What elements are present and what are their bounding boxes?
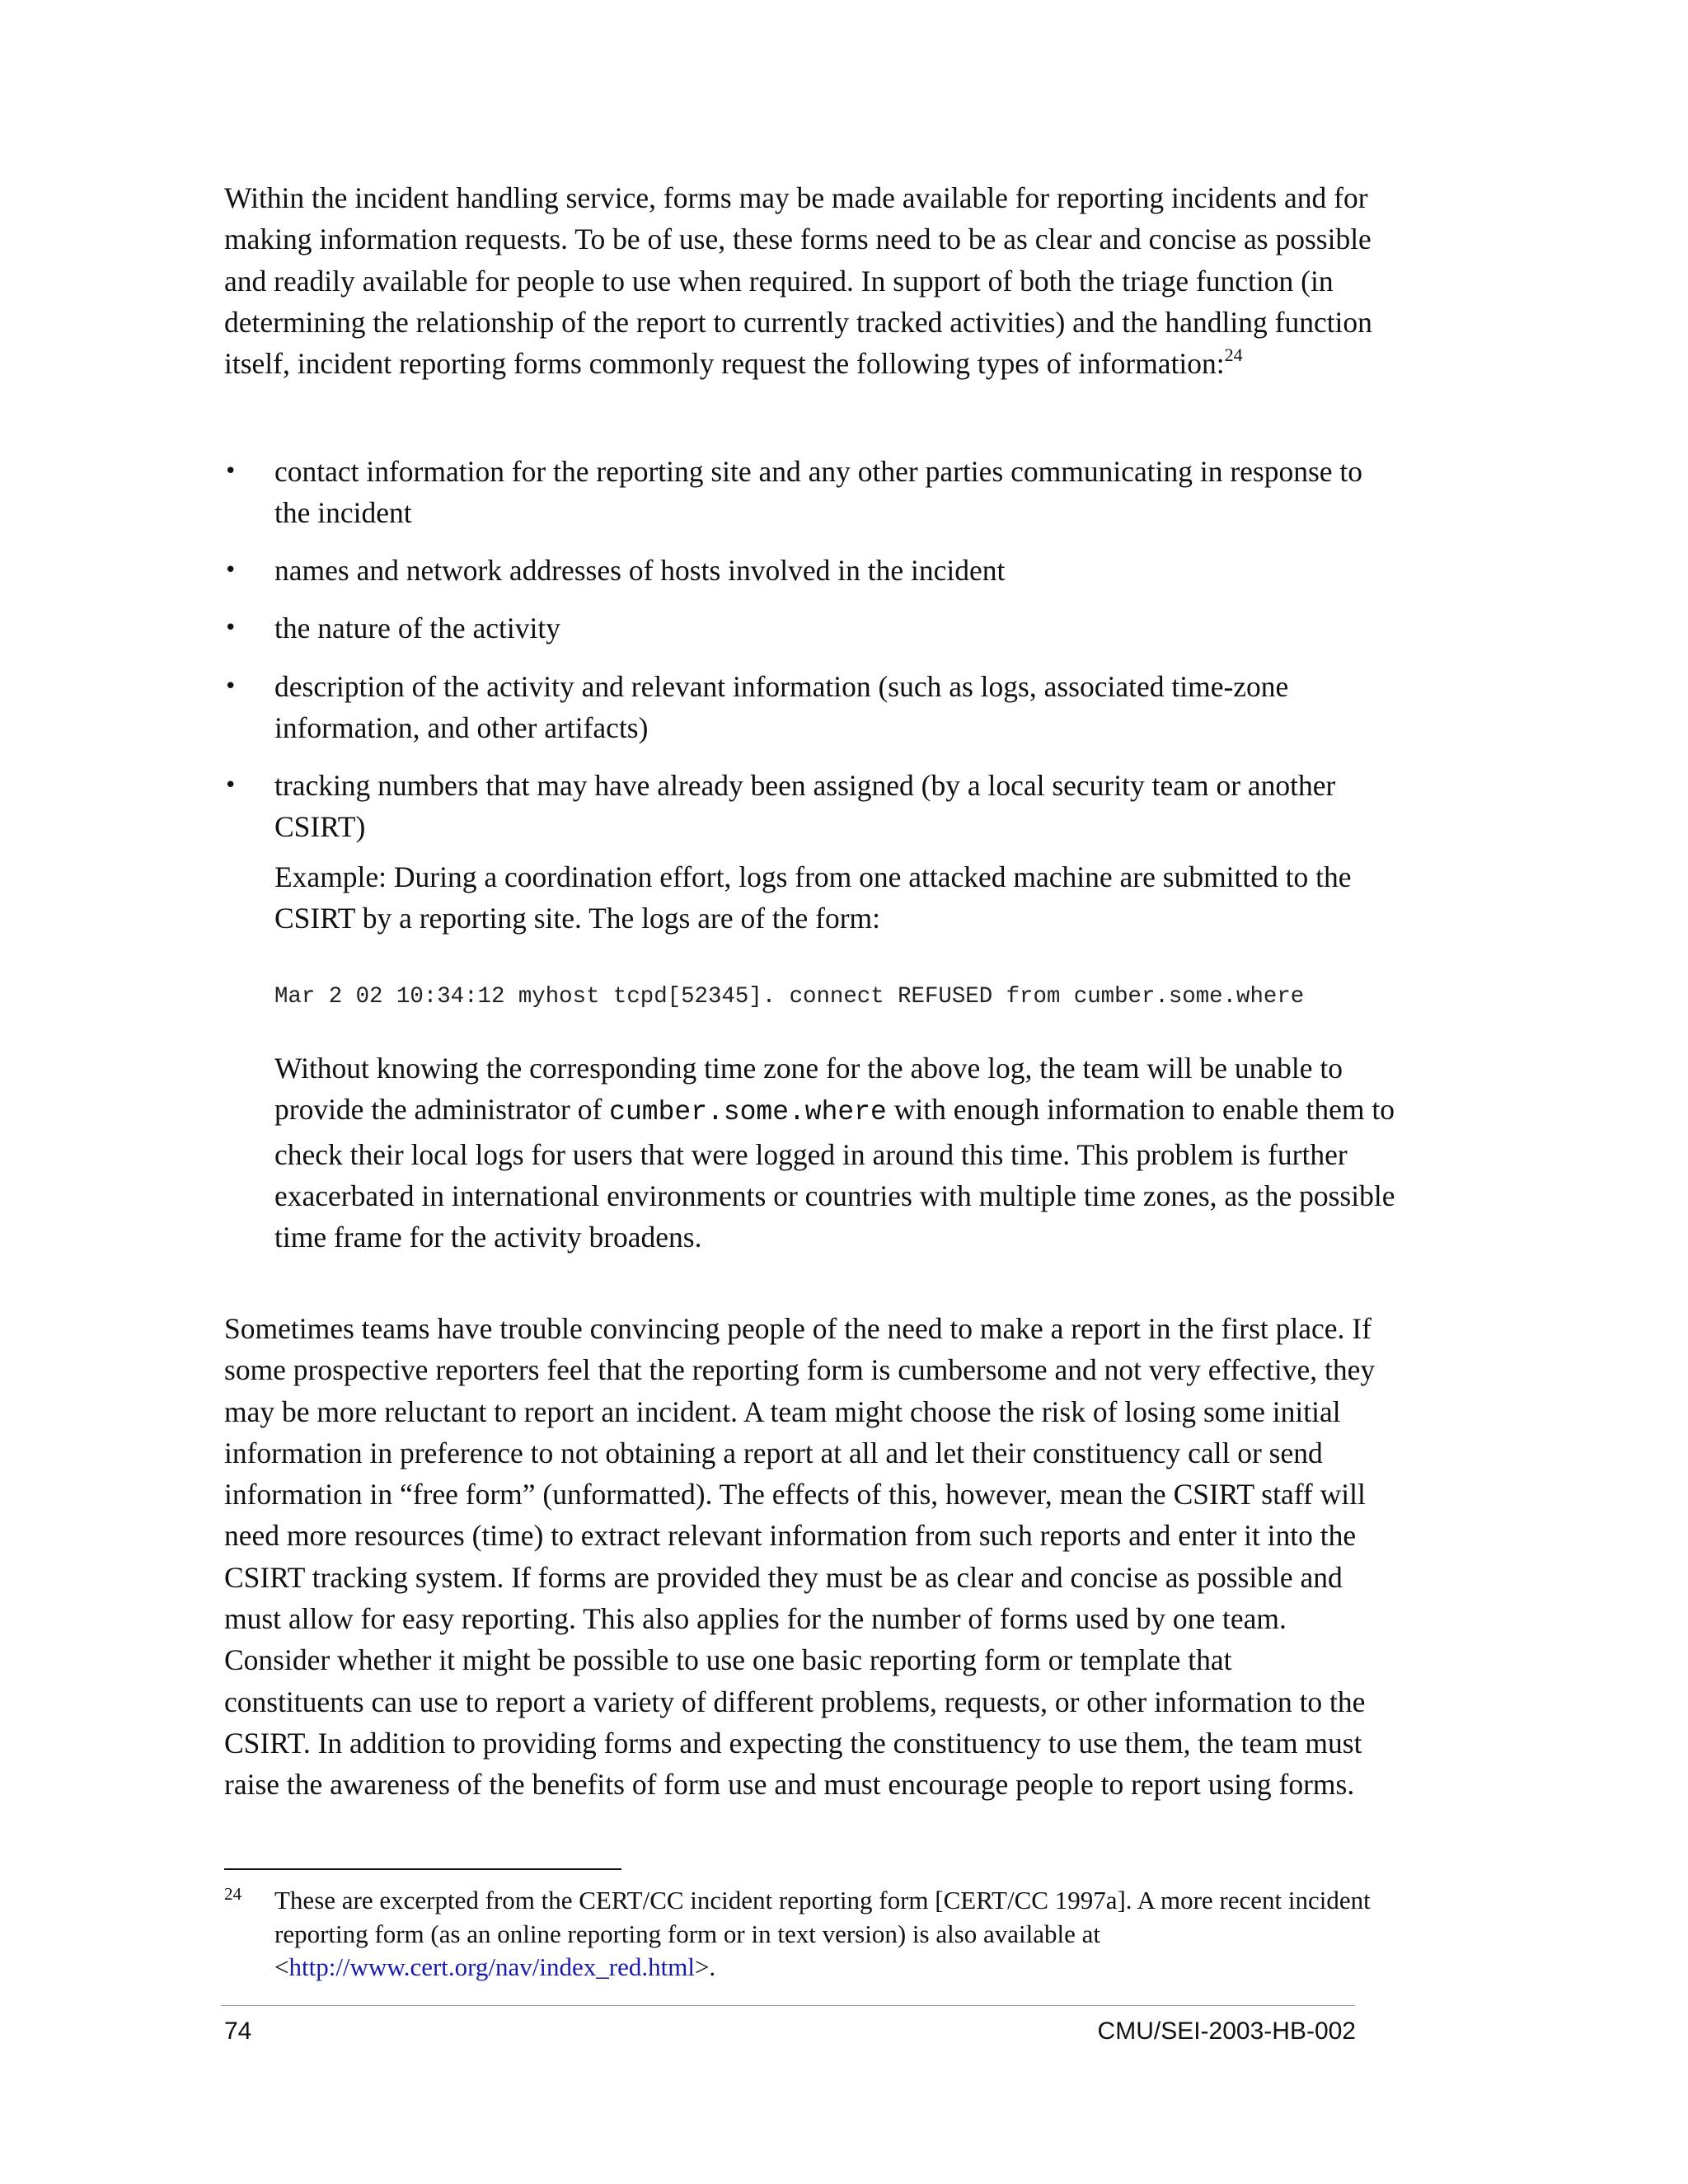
footnote-body: These are excerpted from the CERT/CC incident reporting form [CERT/CC 1997a]. A more recent incident reporting form (as an online reporting form or in text version) is also available at <box>274 1886 1371 1948</box>
example-intro: Example: During a coordination effort, logs from one attacked machine are submitted to the CSIRT by a reporting site. The logs are of the form: <box>274 860 1352 935</box>
footer-divider <box>221 2005 1355 2006</box>
bullet-text: tracking numbers that may have already been assigned (by a local security team or another CSIRT) <box>274 769 1336 844</box>
hostname-code: cumber.some.where <box>609 1097 887 1128</box>
link-close-bracket: >. <box>694 1952 716 1981</box>
cert-reporting-form-link[interactable]: http://www.cert.org/nav/index_red.html <box>288 1952 695 1981</box>
intro-text: Within the incident handling service, forms may be made available for reporting incidents and for making information requests. To be of use, these forms need to be as clear and concise as possible and readily available for people to use when required. In support of both the triage function (in determining the relationship of the report to currently tracked activities) and the handling function itself, incident reporting forms commonly request the following types of information: <box>224 181 1372 381</box>
footnote-text <box>274 1884 1404 1985</box>
bullet-marker: • <box>224 773 237 798</box>
document-id: CMU/SEI-2003-HB-002 <box>1097 2018 1356 2045</box>
footnote-number: 24 <box>224 1884 241 1904</box>
bullet-marker: • <box>224 674 237 699</box>
footnote-divider <box>224 1868 621 1870</box>
explanation-text-start: Without knowing the corresponding time zone for the above log, the team will be unable to provide the administrator of <box>274 1052 1343 1127</box>
footnote-reference[interactable]: 24 <box>1224 344 1243 366</box>
example-log-line: Mar 2 02 10:34:12 myhost tcpd[52345]. connect REFUSED from cumber.some.where <box>274 984 1305 1010</box>
page-number: 74 <box>224 2018 252 2045</box>
bullet-text: description of the activity and relevant information (such as logs, associated time-zone information, and other artifacts) <box>274 670 1289 745</box>
explanation-text-end: with enough information to enable them to check their local logs for users that were logged in around this time. This problem is further exacerbated in international environments or countries with multiple time zones, as the possible time frame for the activity broadens. <box>274 1093 1395 1254</box>
example-explanation <box>274 1047 1395 1258</box>
bullet-marker: • <box>224 459 237 484</box>
bullet-text: contact information for the reporting site and any other parties communicating in response to the incident <box>274 455 1363 530</box>
link-open-bracket: < <box>274 1952 289 1981</box>
bullet-marker: • <box>224 616 237 640</box>
bullet-marker: • <box>224 558 237 583</box>
body-paragraph: Sometimes teams have trouble convincing people of the need to make a report in the first place. If some prospective reporters feel that the reporting form is cumbersome and not very effective, they may be more reluctant to report an incident. A team might choose the risk of losing some initial information in preference to not obtaining a report at all and let their constituency call or send information in “free form” (unformatted). The effects of this, however, mean the CSIRT staff will need more resources (time) to extract relevant information from such reports and enter it into the CSIRT tracking system. If forms are provided they must be as clear and concise as possible and must allow for easy reporting. This also applies for the number of forms used by one team. Consider whether it might be possible to use one basic reporting form or template that constituents can use to report a variety of different problems, requests, or other information to the CSIRT. In addition to providing forms and expecting the constituency to use them, the team must raise the awareness of the benefits of form use and must encourage people to report using forms. <box>224 1312 1376 1802</box>
intro-paragraph <box>224 177 1378 384</box>
bullet-text: names and network addresses of hosts involved in the incident <box>274 554 1006 587</box>
bullet-text: the nature of the activity <box>274 612 560 644</box>
